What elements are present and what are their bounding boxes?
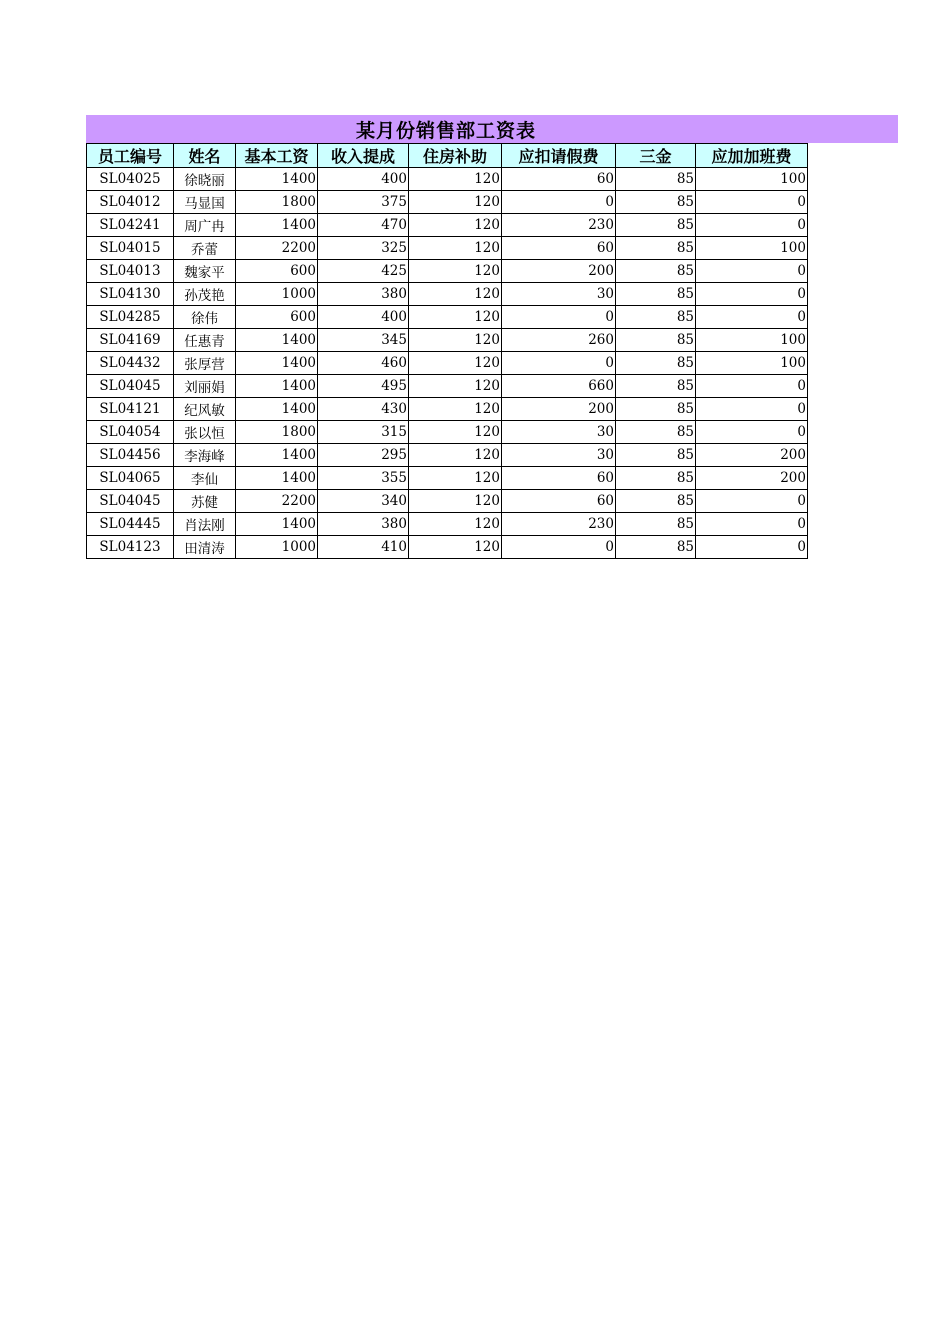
- cell-base-salary[interactable]: 1000: [236, 283, 318, 306]
- cell-name[interactable]: 田清涛: [174, 536, 236, 559]
- cell-name[interactable]: 乔蕾: [174, 237, 236, 260]
- header-overtime-pay[interactable]: 应加加班费: [696, 144, 808, 168]
- cell-employee-id[interactable]: SL04015: [87, 237, 174, 260]
- cell-overtime-pay[interactable]: 0: [696, 283, 808, 306]
- cell-leave-deduction[interactable]: 0: [502, 306, 616, 329]
- cell-leave-deduction[interactable]: 200: [502, 398, 616, 421]
- cell-base-salary[interactable]: 1400: [236, 467, 318, 490]
- cell-housing-allowance[interactable]: 120: [409, 329, 502, 352]
- cell-housing-allowance[interactable]: 120: [409, 513, 502, 536]
- table-row: [87, 536, 808, 559]
- cell-leave-deduction[interactable]: 0: [502, 352, 616, 375]
- table-row: [87, 237, 808, 260]
- cell-leave-deduction[interactable]: 30: [502, 421, 616, 444]
- cell-overtime-pay[interactable]: 0: [696, 398, 808, 421]
- cell-name[interactable]: 徐晓丽: [174, 168, 236, 191]
- table-row: [87, 260, 808, 283]
- cell-employee-id[interactable]: SL04432: [87, 352, 174, 375]
- table-row: [87, 306, 808, 329]
- cell-housing-allowance[interactable]: 120: [409, 214, 502, 237]
- cell-insurance[interactable]: 85: [616, 214, 696, 237]
- cell-base-salary[interactable]: 1400: [236, 329, 318, 352]
- sheet-title: 某月份销售部工资表: [355, 119, 536, 142]
- cell-overtime-pay[interactable]: 0: [696, 306, 808, 329]
- cell-base-salary[interactable]: 1400: [236, 444, 318, 467]
- table-row: [87, 329, 808, 352]
- cell-housing-allowance[interactable]: 120: [409, 536, 502, 559]
- cell-commission[interactable]: 345: [318, 329, 409, 352]
- cell-name[interactable]: 周广冉: [174, 214, 236, 237]
- cell-commission[interactable]: 460: [318, 352, 409, 375]
- cell-base-salary[interactable]: 1400: [236, 398, 318, 421]
- cell-overtime-pay[interactable]: 0: [696, 214, 808, 237]
- table-row: [87, 467, 808, 490]
- cell-housing-allowance[interactable]: 120: [409, 490, 502, 513]
- cell-commission[interactable]: 400: [318, 306, 409, 329]
- cell-commission[interactable]: 325: [318, 237, 409, 260]
- cell-leave-deduction[interactable]: 30: [502, 444, 616, 467]
- cell-housing-allowance[interactable]: 120: [409, 191, 502, 214]
- cell-commission[interactable]: 425: [318, 260, 409, 283]
- table-row: [87, 490, 808, 513]
- cell-employee-id[interactable]: SL04013: [87, 260, 174, 283]
- cell-name[interactable]: 纪风敏: [174, 398, 236, 421]
- cell-employee-id[interactable]: SL04169: [87, 329, 174, 352]
- cell-employee-id[interactable]: SL04123: [87, 536, 174, 559]
- table-row: [87, 283, 808, 306]
- table-body: [87, 168, 808, 559]
- cell-overtime-pay[interactable]: 100: [696, 329, 808, 352]
- cell-base-salary[interactable]: 1400: [236, 513, 318, 536]
- cell-name[interactable]: 徐伟: [174, 306, 236, 329]
- cell-name[interactable]: 张以恒: [174, 421, 236, 444]
- cell-insurance[interactable]: 85: [616, 306, 696, 329]
- cell-leave-deduction[interactable]: 60: [502, 490, 616, 513]
- cell-insurance[interactable]: 85: [616, 490, 696, 513]
- header-housing-allowance[interactable]: 住房补助: [409, 144, 502, 168]
- header-commission[interactable]: 收入提成: [318, 144, 409, 168]
- header-row: [87, 144, 808, 168]
- cell-employee-id[interactable]: SL04054: [87, 421, 174, 444]
- cell-insurance[interactable]: 85: [616, 329, 696, 352]
- table-row: [87, 191, 808, 214]
- cell-overtime-pay[interactable]: 0: [696, 513, 808, 536]
- cell-commission[interactable]: 400: [318, 168, 409, 191]
- cell-employee-id[interactable]: SL04285: [87, 306, 174, 329]
- cell-commission[interactable]: 410: [318, 536, 409, 559]
- cell-name[interactable]: 张厚营: [174, 352, 236, 375]
- cell-housing-allowance[interactable]: 120: [409, 168, 502, 191]
- cell-insurance[interactable]: 85: [616, 168, 696, 191]
- cell-commission[interactable]: 430: [318, 398, 409, 421]
- cell-commission[interactable]: 495: [318, 375, 409, 398]
- cell-employee-id[interactable]: SL04456: [87, 444, 174, 467]
- cell-housing-allowance[interactable]: 120: [409, 467, 502, 490]
- table-row: [87, 398, 808, 421]
- table-row: [87, 513, 808, 536]
- header-insurance[interactable]: 三金: [616, 144, 696, 168]
- cell-housing-allowance[interactable]: 120: [409, 421, 502, 444]
- cell-housing-allowance[interactable]: 120: [409, 283, 502, 306]
- cell-overtime-pay[interactable]: 100: [696, 352, 808, 375]
- cell-overtime-pay[interactable]: 200: [696, 444, 808, 467]
- cell-leave-deduction[interactable]: 0: [502, 191, 616, 214]
- cell-leave-deduction[interactable]: 230: [502, 214, 616, 237]
- cell-overtime-pay[interactable]: 0: [696, 191, 808, 214]
- cell-base-salary[interactable]: 1400: [236, 214, 318, 237]
- cell-leave-deduction[interactable]: 60: [502, 168, 616, 191]
- cell-insurance[interactable]: 85: [616, 375, 696, 398]
- cell-overtime-pay[interactable]: 0: [696, 375, 808, 398]
- cell-base-salary[interactable]: 1400: [236, 352, 318, 375]
- cell-leave-deduction[interactable]: 30: [502, 283, 616, 306]
- table-row: [87, 352, 808, 375]
- cell-commission[interactable]: 470: [318, 214, 409, 237]
- cell-name[interactable]: 刘丽娟: [174, 375, 236, 398]
- cell-name[interactable]: 李仙: [174, 467, 236, 490]
- cell-name[interactable]: 肖法刚: [174, 513, 236, 536]
- header-base-salary[interactable]: 基本工资: [236, 144, 318, 168]
- cell-leave-deduction[interactable]: 0: [502, 536, 616, 559]
- cell-employee-id[interactable]: SL04445: [87, 513, 174, 536]
- cell-name[interactable]: 苏健: [174, 490, 236, 513]
- cell-insurance[interactable]: 85: [616, 237, 696, 260]
- cell-base-salary[interactable]: 1400: [236, 168, 318, 191]
- cell-commission[interactable]: 315: [318, 421, 409, 444]
- cell-overtime-pay[interactable]: 100: [696, 237, 808, 260]
- cell-commission[interactable]: 380: [318, 283, 409, 306]
- cell-base-salary[interactable]: 1400: [236, 375, 318, 398]
- cell-commission[interactable]: 340: [318, 490, 409, 513]
- cell-insurance[interactable]: 85: [616, 421, 696, 444]
- cell-insurance[interactable]: 85: [616, 260, 696, 283]
- cell-leave-deduction[interactable]: 200: [502, 260, 616, 283]
- cell-housing-allowance[interactable]: 120: [409, 398, 502, 421]
- cell-commission[interactable]: 355: [318, 467, 409, 490]
- table-row: [87, 214, 808, 237]
- cell-overtime-pay[interactable]: 0: [696, 421, 808, 444]
- cell-employee-id[interactable]: SL04045: [87, 490, 174, 513]
- cell-leave-deduction[interactable]: 230: [502, 513, 616, 536]
- cell-base-salary[interactable]: 2200: [236, 237, 318, 260]
- cell-employee-id[interactable]: SL04025: [87, 168, 174, 191]
- cell-name[interactable]: 马显国: [174, 191, 236, 214]
- cell-insurance[interactable]: 85: [616, 536, 696, 559]
- cell-leave-deduction[interactable]: 260: [502, 329, 616, 352]
- table-row: [87, 375, 808, 398]
- cell-name[interactable]: 魏家平: [174, 260, 236, 283]
- cell-employee-id[interactable]: SL04130: [87, 283, 174, 306]
- cell-housing-allowance[interactable]: 120: [409, 352, 502, 375]
- cell-overtime-pay[interactable]: 200: [696, 467, 808, 490]
- cell-commission[interactable]: 295: [318, 444, 409, 467]
- cell-overtime-pay[interactable]: 0: [696, 536, 808, 559]
- cell-leave-deduction[interactable]: 60: [502, 237, 616, 260]
- cell-leave-deduction[interactable]: 660: [502, 375, 616, 398]
- cell-housing-allowance[interactable]: 120: [409, 260, 502, 283]
- cell-base-salary[interactable]: 600: [236, 306, 318, 329]
- cell-housing-allowance[interactable]: 120: [409, 237, 502, 260]
- header-employee-id[interactable]: 员工编号: [87, 144, 174, 168]
- table-row: [87, 444, 808, 467]
- cell-housing-allowance[interactable]: 120: [409, 306, 502, 329]
- table-row: [87, 168, 808, 191]
- cell-employee-id[interactable]: SL04045: [87, 375, 174, 398]
- cell-insurance[interactable]: 85: [616, 444, 696, 467]
- cell-insurance[interactable]: 85: [616, 283, 696, 306]
- cell-employee-id[interactable]: SL04241: [87, 214, 174, 237]
- cell-insurance[interactable]: 85: [616, 467, 696, 490]
- cell-base-salary[interactable]: 600: [236, 260, 318, 283]
- cell-employee-id[interactable]: SL04121: [87, 398, 174, 421]
- cell-insurance[interactable]: 85: [616, 513, 696, 536]
- cell-housing-allowance[interactable]: 120: [409, 375, 502, 398]
- header-name[interactable]: 姓名: [174, 144, 236, 168]
- cell-leave-deduction[interactable]: 60: [502, 467, 616, 490]
- cell-base-salary[interactable]: 1000: [236, 536, 318, 559]
- cell-base-salary[interactable]: 1800: [236, 191, 318, 214]
- cell-insurance[interactable]: 85: [616, 191, 696, 214]
- cell-base-salary[interactable]: 2200: [236, 490, 318, 513]
- cell-insurance[interactable]: 85: [616, 352, 696, 375]
- header-leave-deduction[interactable]: 应扣请假费: [502, 144, 616, 168]
- cell-employee-id[interactable]: SL04065: [87, 467, 174, 490]
- cell-overtime-pay[interactable]: 100: [696, 168, 808, 191]
- cell-overtime-pay[interactable]: 0: [696, 490, 808, 513]
- table-row: [87, 421, 808, 444]
- cell-base-salary[interactable]: 1800: [236, 421, 318, 444]
- cell-employee-id[interactable]: SL04012: [87, 191, 174, 214]
- cell-name[interactable]: 任惠青: [174, 329, 236, 352]
- cell-housing-allowance[interactable]: 120: [409, 444, 502, 467]
- cell-overtime-pay[interactable]: 0: [696, 260, 808, 283]
- sheet-title-bar: [86, 115, 898, 143]
- salary-table: [86, 143, 808, 559]
- cell-name[interactable]: 孙茂艳: [174, 283, 236, 306]
- cell-commission[interactable]: 375: [318, 191, 409, 214]
- cell-insurance[interactable]: 85: [616, 398, 696, 421]
- cell-commission[interactable]: 380: [318, 513, 409, 536]
- cell-name[interactable]: 李海峰: [174, 444, 236, 467]
